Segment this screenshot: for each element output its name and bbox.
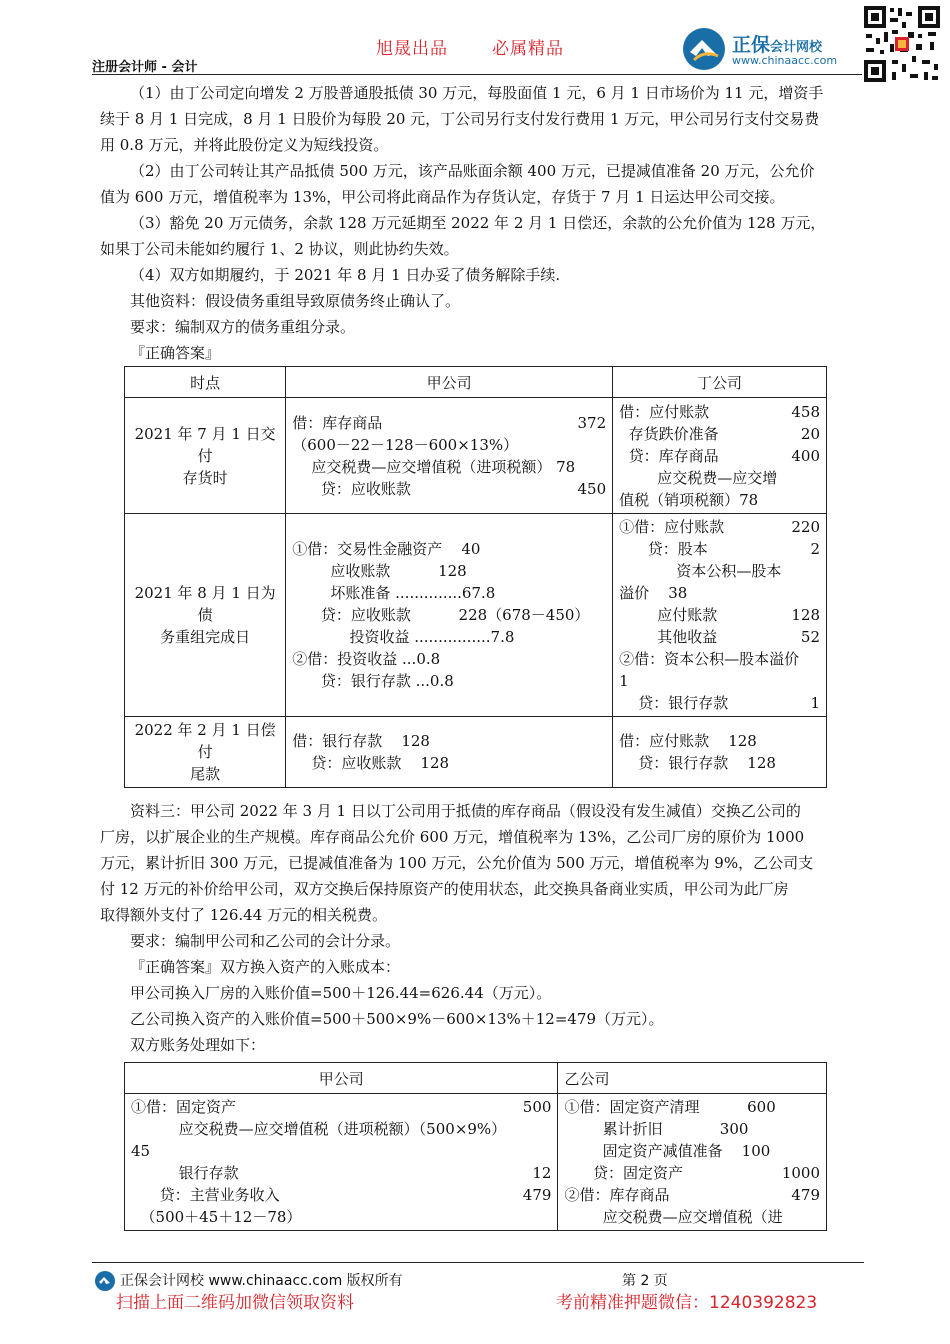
- table-row: [125, 514, 827, 717]
- row-time: 2022 年 2 月 1 日偿付 尾款: [125, 717, 286, 788]
- entry-line: 坏账准备 ..............67.8: [292, 584, 496, 602]
- entry-line: 应交税费—应交增: [619, 468, 778, 487]
- entry-line: 溢价 38: [619, 584, 688, 602]
- entry-line: 贷：应收账款 128: [292, 754, 450, 772]
- paragraph: 值为 600 万元，增值税率为 13%，甲公司将此商品作为存货认定，存货于 7 月 1 日运达甲公司交接。: [100, 188, 785, 206]
- ding-entries: [613, 717, 827, 788]
- entry-line: 值税（销项税额）78: [619, 490, 759, 509]
- table-row: [125, 1094, 827, 1231]
- paragraph: 甲公司换入厂房的入账价值=500＋126.44=626.44（万元）。: [130, 984, 552, 1002]
- entry-line: 其他收益 52: [619, 628, 820, 646]
- logo-name: 正保会计网校: [732, 34, 823, 56]
- paragraph: 用 0.8 万元，并将此股份定义为短线投资。: [100, 136, 389, 154]
- column-header: 乙公司: [558, 1063, 827, 1094]
- entry-line: 资本公积—股本: [619, 562, 782, 580]
- entry-line: 应交税费—应交增值税（进项税额） 78: [292, 457, 576, 476]
- chinaacc-logo: [680, 26, 860, 72]
- logo-emblem-icon: [680, 26, 728, 72]
- ding-entries: [613, 398, 827, 514]
- table-header-row: [125, 1063, 827, 1094]
- paragraph: 乙公司换入资产的入账价值=500＋500×9%－600×13%＋12=479（万元）。: [130, 1010, 664, 1028]
- entry-line: 贷：主营业务收入 479: [131, 1186, 552, 1204]
- debt-restructuring-table: [124, 366, 827, 788]
- paragraph: 如果丁公司未能如约履行 1、2 协议，则此协约失效。: [100, 240, 459, 258]
- column-header: 甲公司: [125, 1063, 558, 1094]
- paragraph: 厂房，以扩展企业的生产规模。库存商品公允价 600 万元，增值税率为 13%，乙公司厂房的原价为 1000: [100, 828, 805, 846]
- column-header: 甲公司: [286, 367, 613, 398]
- table-row: [125, 717, 827, 788]
- entry-line: 应付账款 128: [619, 606, 820, 624]
- entry-line: 贷：银行存款 ...0.8: [292, 672, 454, 690]
- entry-line: 贷：库存商品 400: [619, 446, 820, 465]
- entry-line: 借：库存商品 372: [292, 413, 607, 432]
- document-body-section-3: [100, 798, 860, 1058]
- jia-entries: [125, 1094, 558, 1231]
- entry-line: 应交税费—应交增值税（进项税额）（500×9%）: [131, 1120, 507, 1138]
- paragraph: （4）双方如期履约，于 2021 年 8 月 1 日办妥了债务解除手续.: [130, 266, 561, 284]
- paragraph: （1）由丁公司定向增发 2 万股普通股抵债 30 万元，每股面值 1 元，6 月 1 日市场价为 11 元，增资手: [130, 84, 824, 102]
- document-subtitle: 注册会计师 - 会计: [92, 60, 198, 75]
- paragraph: 资料三：甲公司 2022 年 3 月 1 日以丁公司用于抵债的库存商品（假设没有发生减值）交换乙公司的: [130, 802, 801, 820]
- paragraph: （3）豁免 20 万元债务，余款 128 万元延期至 2022 年 2 月 1 日偿还，余款的公允价值为 128 万元，: [130, 214, 826, 232]
- entry-line: ②借：库存商品 479: [564, 1186, 820, 1204]
- promo-left: 扫描上面二维码加微信领取资料: [116, 1293, 354, 1313]
- entry-line: 贷：固定资产 1000: [564, 1164, 820, 1182]
- row-time: 2021 年 8 月 1 日为债 务重组完成日: [125, 514, 286, 717]
- jia-entries: [286, 398, 613, 514]
- entry-line: ①借：应付账款 220: [619, 518, 820, 536]
- entry-line: 投资收益 ................7.8: [292, 628, 515, 646]
- entry-line: （500＋45＋12－78）: [131, 1208, 302, 1226]
- entry-line: 贷：股本 2: [619, 540, 820, 558]
- paragraph: 双方账务处理如下：: [130, 1036, 266, 1054]
- footer-logo-icon: [94, 1270, 116, 1292]
- asset-exchange-table: [124, 1062, 827, 1231]
- entry-line: 借：银行存款 128: [292, 732, 430, 750]
- jia-entries: [286, 514, 613, 717]
- jia-entries: [286, 717, 613, 788]
- entry-line: （600－22－128－600×13%）: [292, 435, 519, 454]
- entry-line: 累计折旧 300: [564, 1120, 749, 1138]
- column-header: 时点: [125, 367, 286, 398]
- table-row: [125, 398, 827, 514]
- entry-line: 银行存款 12: [131, 1164, 552, 1182]
- page-footer: [120, 1270, 860, 1290]
- entry-line: ①借：交易性金融资产 40: [292, 540, 481, 558]
- entry-line: 借：应付账款 458: [619, 402, 820, 421]
- entry-line: 固定资产减值准备 100: [564, 1142, 771, 1160]
- logo-url: www.chinaacc.com: [732, 54, 838, 67]
- entry-line: 1: [619, 672, 629, 690]
- promo-right: 考前精准押题微信：1240392823: [556, 1293, 818, 1313]
- paragraph: 要求：编制双方的债务重组分录。: [130, 318, 356, 336]
- slogan-right: 必属精品: [492, 39, 564, 59]
- paragraph: 取得额外支付了 126.44 万元的相关税费。: [100, 906, 388, 924]
- paragraph: （2）由丁公司转让其产品抵债 500 万元，该产品账面余额 400 万元，已提减值准备 20 万元，公允价: [130, 162, 815, 180]
- ding-entries: [613, 514, 827, 717]
- entry-line: ①借：固定资产 500: [131, 1098, 552, 1116]
- entry-line: 贷：应收账款 228（678－450）: [292, 606, 590, 624]
- entry-line: 应交税费—应交增值税（进: [564, 1208, 783, 1226]
- slogan-left: 旭晟出品: [376, 39, 448, 59]
- paragraph: 要求：编制甲公司和乙公司的会计分录。: [130, 932, 401, 950]
- paragraph: 付 12 万元的补价给甲公司，双方交换后保持原资产的使用状态，此交换具备商业实质，甲公司为此厂房: [100, 880, 789, 898]
- qr-code-icon: [862, 4, 942, 84]
- page-number: 第 2 页: [622, 1273, 668, 1289]
- entry-line: 45: [131, 1142, 151, 1160]
- entry-line: 应收账款 128: [292, 562, 467, 580]
- header-slogan: [376, 34, 608, 59]
- header-divider: [92, 74, 864, 75]
- entry-line: 存货跌价准备 20: [619, 424, 820, 443]
- footer-divider: [92, 1262, 864, 1263]
- entry-line: ②借：资本公积—股本溢价: [619, 650, 800, 668]
- entry-line: ①借：固定资产清理 600: [564, 1098, 776, 1116]
- document-body: [100, 80, 860, 366]
- entry-line: 借：应付账款 128: [619, 732, 757, 750]
- table-header-row: [125, 367, 827, 398]
- yi-entries: [558, 1094, 827, 1231]
- entry-line: 贷：银行存款 128: [619, 754, 776, 772]
- answer-heading: 『正确答案』: [130, 344, 221, 362]
- entry-line: 贷：银行存款 1: [619, 694, 820, 712]
- entry-line: ②借：投资收益 ...0.8: [292, 650, 441, 668]
- row-time: 2021 年 7 月 1 日交付 存货时: [125, 398, 286, 514]
- paragraph: 『正确答案』双方换入资产的入账成本：: [130, 958, 401, 976]
- paragraph: 续于 8 月 1 日完成，8 月 1 日股价为每股 20 元，丁公司另行支付发行费用 1 万元，甲公司另行支付交易费: [100, 110, 820, 128]
- copyright-text: 正保会计网校 www.chinaacc.com 版权所有: [120, 1273, 403, 1289]
- entry-line: 贷：应收账款 450: [292, 479, 607, 498]
- column-header: 丁公司: [613, 367, 827, 398]
- paragraph: 万元，累计折旧 300 万元，已提减值准备为 100 万元，公允价值为 500 万元，增值税率为 9%，乙公司支: [100, 854, 814, 872]
- paragraph: 其他资料：假设债务重组导致原债务终止确认了。: [130, 292, 461, 310]
